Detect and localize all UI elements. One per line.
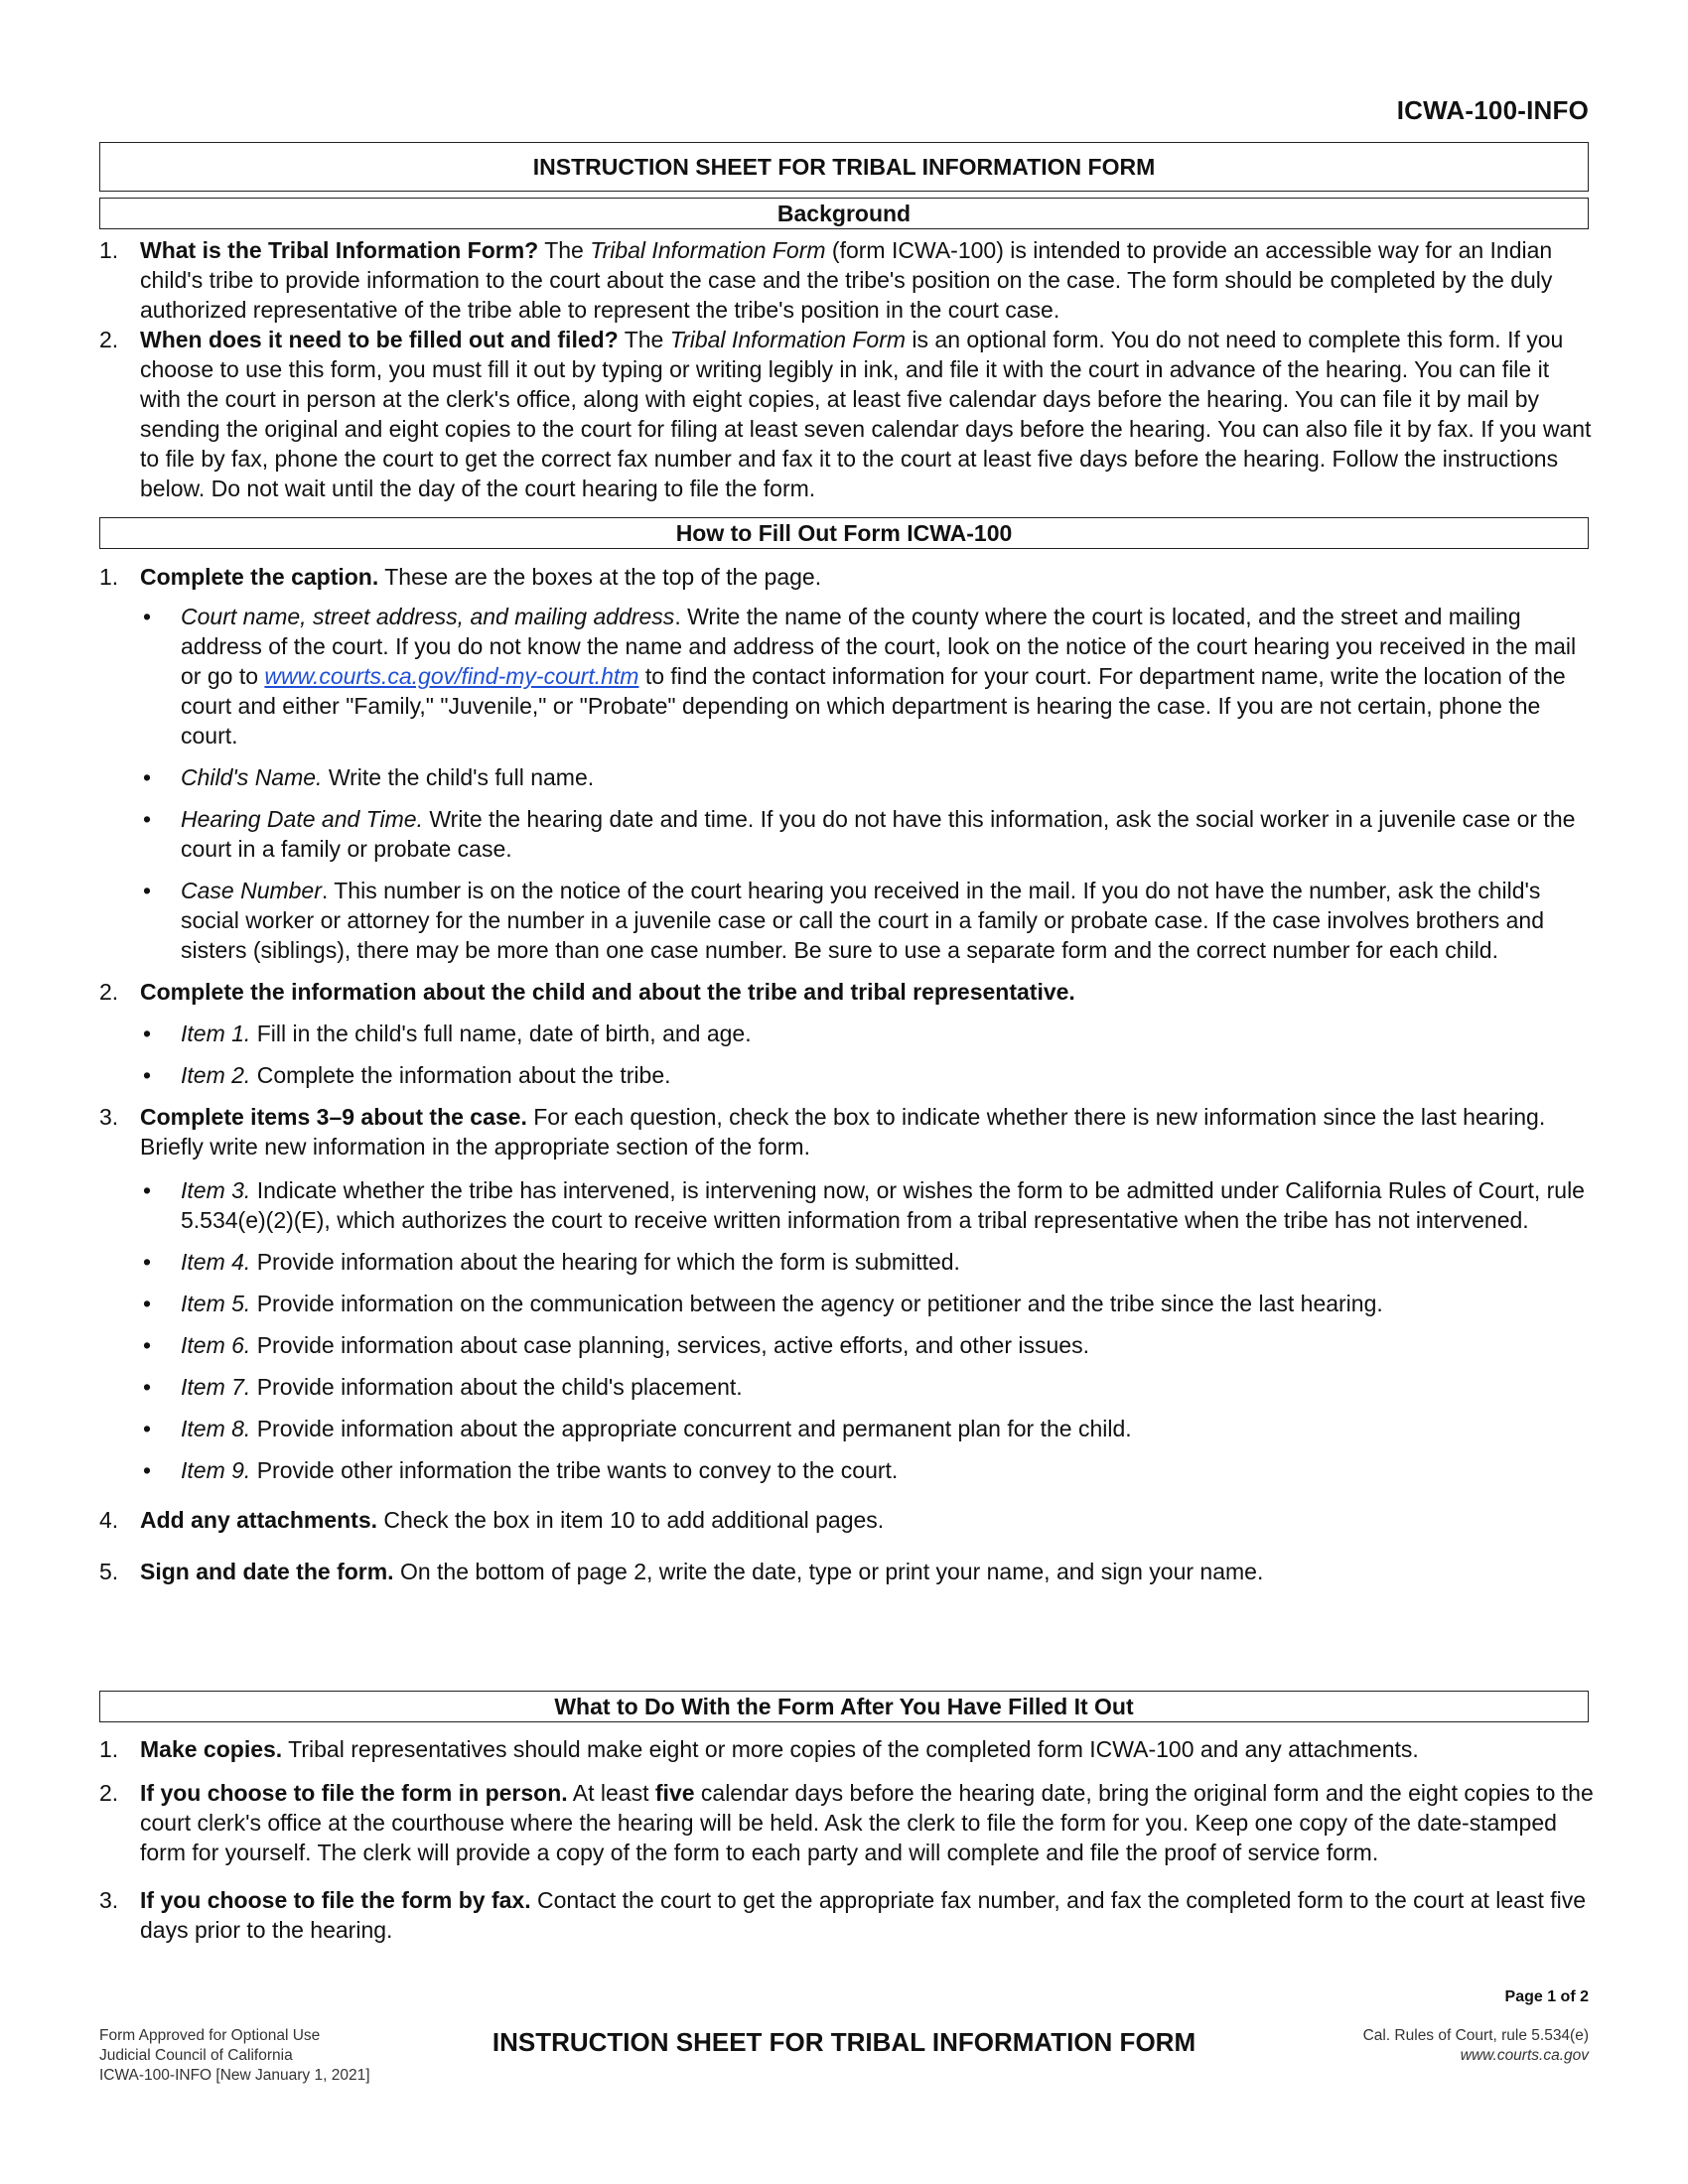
how-to-heading: How to Fill Out Form ICWA-100 (99, 517, 1589, 549)
bullet-icon: • (143, 1457, 152, 1483)
footer-website: www.courts.ca.gov (1460, 2047, 1589, 2064)
background-heading: Background (99, 198, 1589, 229)
list-item: 3. If you choose to file the form by fax. Contact the court to get the appropriate fax number, and fax the completed form to the court at least five days prior to the hearing. (99, 1887, 1587, 1943)
list-item: 4. Add any attachments. Check the box in item 10 to add additional pages. (99, 1507, 885, 1533)
bullet-icon: • (143, 764, 152, 790)
bullet-icon: • (143, 1332, 152, 1358)
after-heading: What to Do With the Form After You Have Filled It Out (99, 1691, 1589, 1722)
list-item: 1. What is the Tribal Information Form? The Tribal Information Form (form ICWA-100) is intended to provide an accessible way for an Indian child's tribe to provide information to the court about the case and the tribe's position on the case. The form should be completed by the duly authorized representative of the tribe able to represent the tribe's position in the court case. (99, 237, 1553, 323)
bullet-item: • Case Number. This number is on the notice of the court hearing you received in the mail. If you do not have the number, ask the child's social worker or attorney for the number in a juvenile case or call the court in a family or probate case. If the case involves brothers and sisters (siblings), there may be more than one case number. Be sure to use a separate form and the correct number for each child. (143, 878, 1545, 963)
bullet-item: • Item 5. Provide information on the communication between the agency or petitioner and the tribe since the last hearing. (143, 1291, 1383, 1316)
list-item: 2. If you choose to file the form in person. At least five calendar days before the hearing date, bring the original form and the eight copies to the court clerk's office at the courthouse where the hearing will be held. Ask the clerk to file the form for you. Keep one copy of the date-stamped form for yourself. The clerk will provide a copy of the form to each party and will complete and file the proof of service form. (99, 1780, 1594, 1865)
bullet-icon: • (143, 1021, 152, 1046)
bullet-item: • Item 1. Fill in the child's full name, date of birth, and age. (143, 1021, 752, 1046)
footer-rules: Cal. Rules of Court, rule 5.534(e) www.courts.ca.gov (1362, 2027, 1589, 2064)
list-item: 2. Complete the information about the child and about the tribe and tribal representative. (99, 979, 1075, 1005)
bullet-icon: • (143, 1062, 152, 1088)
bullet-item: • Court name, street address, and mailing address. Write the name of the county where the court is located, and the street and mailing address of the court. If you do not know the name and address of the court, look on the notice of the court hearing you received in the mail or go to www.courts.ca.gov/find-my-court.htm to find the contact information for your court. For department name, write the location of the court and either "Family," "Juvenile," or "Probate" depending on which department is hearing the case. If you are not certain, phone the court. (143, 604, 1577, 749)
bullet-icon: • (143, 1177, 152, 1203)
how-to-section (99, 562, 1594, 1586)
bullet-item: • Item 8. Provide information about the appropriate concurrent and permanent plan for the child. (143, 1416, 1132, 1441)
page-number: Page 1 of 2 (1504, 1988, 1589, 2005)
find-my-court-link[interactable]: www.courts.ca.gov/find-my-court.htm (264, 663, 639, 689)
after-section (99, 1734, 1594, 1945)
bullet-item: • Item 4. Provide information about the hearing for which the form is submitted. (143, 1249, 960, 1275)
list-item: 2. When does it need to be filled out and filed? The Tribal Information Form is an optional form. You do not need to complete this form. If you choose to use this form, you must fill it out by typing or writing legibly in ink, and file it with the court in advance of the hearing. You can file it with the court in person at the clerk's office, along with eight copies, at least five calendar days before the hearing. You can file it by mail by sending the original and eight copies to the court for filing at least seven calendar days before the hearing. You can also file it by fax. If you want to file by fax, phone the court to get the correct fax number and fax it to the court at least five days before the hearing. Follow the instructions below. Do not wait until the day of the court hearing to file the form. (99, 327, 1592, 501)
bullet-item: • Item 7. Provide information about the child's placement. (143, 1374, 743, 1400)
bullet-icon: • (143, 878, 152, 903)
list-item: 1. Complete the caption. These are the boxes at the top of the page. (99, 564, 822, 590)
bullet-icon: • (143, 1374, 152, 1400)
list-item: 1. Make copies. Tribal representatives should make eight or more copies of the completed form ICWA-100 and any attachments. (99, 1736, 1419, 1762)
footer-approval: Form Approved for Optional Use Judicial Council of California ICWA-100-INFO [New January 1, 2021] (99, 2027, 370, 2084)
bullet-icon: • (143, 1416, 152, 1441)
bullet-icon: • (143, 604, 152, 629)
footer-title: INSTRUCTION SHEET FOR TRIBAL INFORMATION FORM (492, 2027, 1196, 2057)
bullet-item: • Hearing Date and Time. Write the hearing date and time. If you do not have this information, ask the social worker in a juvenile case or the court in a family or probate case. (143, 806, 1576, 862)
list-item: 3. Complete items 3–9 about the case. For each question, check the box to indicate whether there is new information since the last hearing. Briefly write new information in the appropriate section of the form. (99, 1104, 1546, 1160)
form-id: ICWA-100-INFO (1396, 95, 1589, 125)
bullet-item: • Child's Name. Write the child's full name. (143, 764, 595, 790)
page-title: INSTRUCTION SHEET FOR TRIBAL INFORMATION FORM (99, 142, 1589, 192)
bullet-icon: • (143, 806, 152, 832)
background-section (99, 235, 1594, 503)
bullet-icon: • (143, 1291, 152, 1316)
bullet-icon: • (143, 1249, 152, 1275)
bullet-item: • Item 2. Complete the information about the tribe. (143, 1062, 671, 1088)
bullet-item: • Item 9. Provide other information the tribe wants to convey to the court. (143, 1457, 899, 1483)
list-item: 5. Sign and date the form. On the bottom of page 2, write the date, type or print your name, and sign your name. (99, 1559, 1264, 1584)
bullet-item: • Item 6. Provide information about case planning, services, active efforts, and other issues. (143, 1332, 1089, 1358)
bullet-item: • Item 3. Indicate whether the tribe has intervened, is intervening now, or wishes the form to be admitted under California Rules of Court, rule 5.534(e)(2)(E), which authorizes the court to receive written information from a tribal representative when the tribe has not intervened. (143, 1177, 1585, 1233)
